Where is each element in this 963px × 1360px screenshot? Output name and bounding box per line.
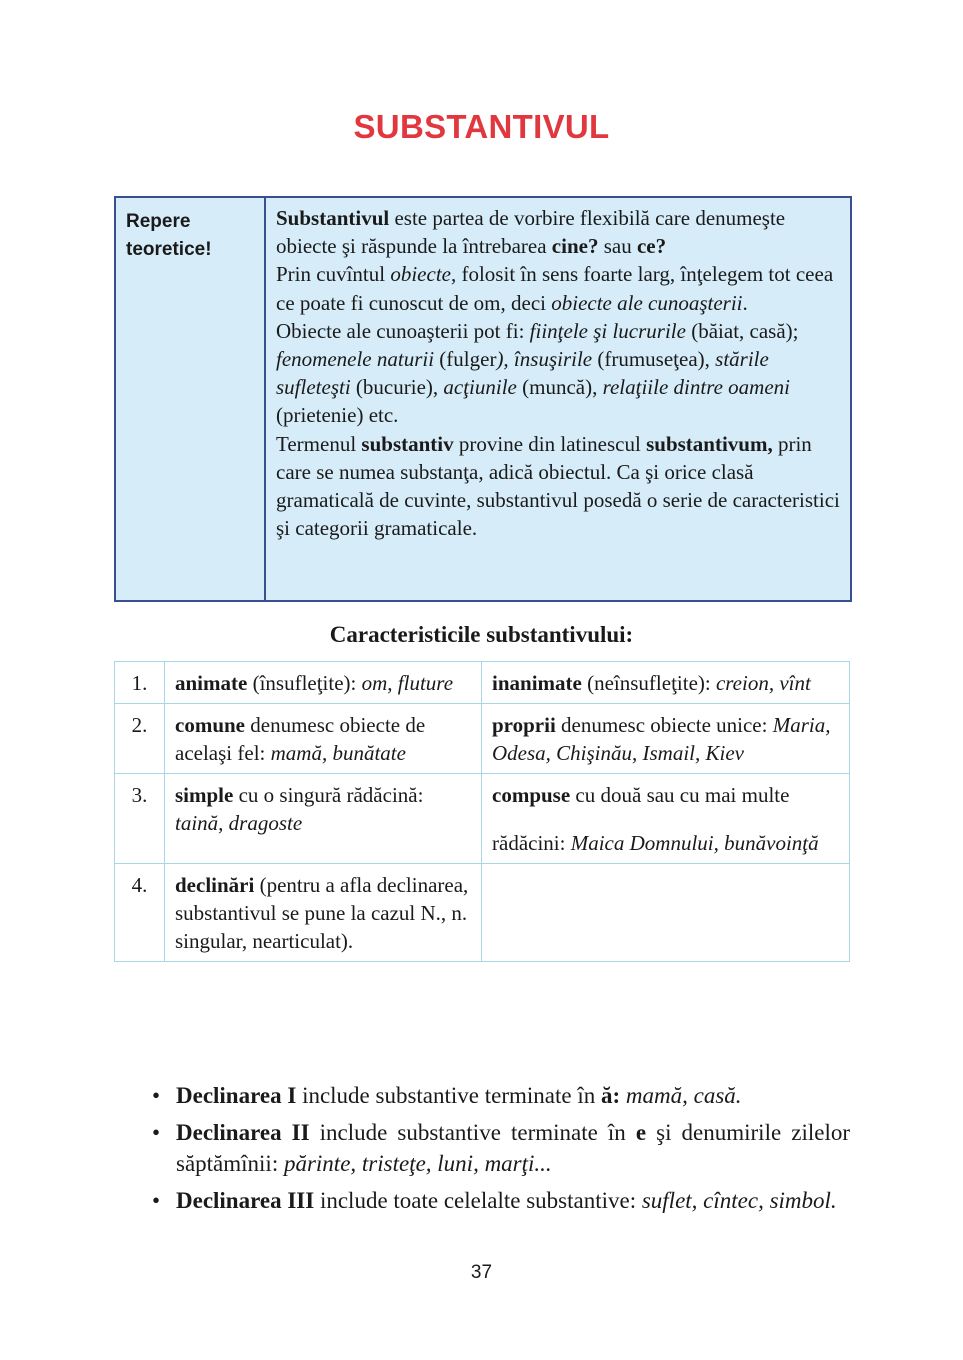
table-cell: [482, 704, 850, 774]
text: cu două sau cu mai multe: [570, 783, 790, 807]
term-bold: ă:: [600, 1083, 621, 1108]
text: (neînsufleţite):: [581, 671, 716, 695]
row-number: 3.: [115, 774, 165, 864]
table-cell: [165, 704, 482, 774]
text: Obiecte ale cunoaşterii pot fi:: [276, 318, 530, 343]
term-italic: obiecte: [390, 262, 451, 287]
row-number: 1.: [115, 662, 165, 704]
theory-label: [116, 198, 266, 600]
bullet-icon: •: [152, 1188, 161, 1213]
example-italic: creion, vînt: [715, 671, 811, 695]
text: (frumuseţea),: [592, 347, 716, 372]
text: .: [742, 290, 748, 315]
term-italic: fenomenele naturii: [276, 347, 435, 372]
term-bold: cine?: [551, 234, 599, 259]
theory-text: [266, 198, 850, 600]
text: Termenul: [276, 431, 362, 456]
example-italic: mamă, casă.: [625, 1083, 742, 1108]
text: Prin cuvîntul: [276, 262, 391, 287]
theory-label-line2: teoretice!: [126, 239, 212, 260]
text: cu o singură rădăcină:: [233, 783, 424, 807]
text: denumesc obiecte de acelaşi fel:: [175, 713, 426, 765]
term-bold: Substantivul: [276, 206, 390, 230]
theory-paragraph-3: [276, 317, 840, 430]
text: este partea de vorbire flexibilă care denumeşte obiecte şi răspunde la întrebarea: [276, 206, 786, 259]
section-subtitle: Caracteristicile substantivului:: [329, 622, 634, 647]
term-bold: inanimate: [492, 671, 582, 695]
example-italic: suflet, cîntec, simbol.: [641, 1188, 837, 1213]
text: (băiat, casă);: [685, 318, 799, 343]
text: (pentru a afla declinarea, substantivul se pune la cazul N., n. singular, nearticulat).: [175, 873, 469, 953]
term-bold: substantiv: [361, 431, 454, 456]
theory-paragraph-4: [276, 430, 840, 543]
bullet-icon: •: [152, 1120, 161, 1145]
term-italic: stările sufleteşti: [276, 347, 769, 400]
cell-line: [492, 829, 839, 857]
table-cell: [482, 662, 850, 704]
list-item: [150, 1117, 850, 1179]
table-row: [115, 662, 850, 704]
table-row: [115, 704, 850, 774]
row-number: 2.: [115, 704, 165, 774]
text: include substantive terminate în: [296, 1083, 601, 1108]
text: (fulger: [434, 347, 497, 372]
table-cell: [165, 774, 482, 864]
text: (bucurie),: [350, 375, 444, 400]
table-row: [115, 774, 850, 864]
term-bold: ce?: [636, 234, 667, 259]
theory-label-line1: Repere: [126, 211, 191, 232]
text: şi denumirile zilelor săptămînii:: [176, 1120, 850, 1176]
example-italic: Maria, Odesa, Chişinău, Ismail, Kiev: [492, 713, 831, 765]
row-number: 4.: [115, 864, 165, 962]
cell-gap: [492, 809, 839, 829]
example-italic: mamă, bunătate: [270, 741, 406, 765]
page-number: 37: [470, 1262, 493, 1283]
term-bold: comune: [175, 713, 245, 737]
term-bold: animate: [175, 671, 248, 695]
bullet-icon: •: [152, 1083, 161, 1108]
term-bold: Declinarea III: [176, 1188, 315, 1213]
text: include toate celelalte substantive:: [314, 1188, 642, 1213]
page-title: SUBSTANTIVUL: [353, 108, 610, 145]
table-row: [115, 864, 850, 962]
term-italic: obiecte ale cunoaşterii: [551, 290, 743, 315]
term-bold: substantivum,: [646, 431, 773, 456]
cell-line: [492, 781, 839, 809]
table-cell: [165, 662, 482, 704]
text: sau: [598, 234, 637, 259]
declension-list: [150, 1080, 850, 1222]
term-bold: Declinarea I: [176, 1083, 297, 1108]
term-bold: compuse: [492, 783, 571, 807]
table-cell-empty: [482, 864, 850, 962]
term-bold: Declinarea II: [176, 1120, 310, 1145]
example-italic: părinte, tristeţe, luni, marţi...: [283, 1151, 552, 1176]
term-bold: declinări: [175, 873, 255, 897]
theory-paragraph-1: [276, 204, 840, 260]
list-item: [150, 1185, 850, 1216]
text: prin care se numea substanţa, adică obiectul. Ca şi orice clasă gramaticală de cuvinte, substantivul posedă o serie de caracteristici şi categorii gramaticale.: [276, 431, 840, 541]
theory-box: [114, 196, 852, 602]
text: denumesc obiecte unice:: [555, 713, 773, 737]
example-italic: taină, dragoste: [175, 811, 303, 835]
term-bold: simple: [175, 783, 234, 807]
term-italic: acţiunile: [443, 375, 517, 400]
text: include substantive terminate în: [309, 1120, 636, 1145]
table-cell: [482, 774, 850, 864]
list-item: [150, 1080, 850, 1111]
example-italic: om, fluture: [361, 671, 454, 695]
term-italic: ), însuşirile: [496, 347, 593, 372]
term-italic: fiinţele şi lucrurile: [529, 318, 686, 343]
term-bold: proprii: [492, 713, 556, 737]
example-italic: Maica Domnului, bunăvoinţă: [570, 831, 819, 855]
text: (prietenie) etc.: [276, 403, 399, 428]
text: (muncă),: [516, 375, 603, 400]
term-bold: e: [635, 1120, 647, 1145]
term-italic: relaţiile dintre oameni: [602, 375, 791, 400]
text: provine din latinescul: [453, 431, 647, 456]
theory-paragraph-2: [276, 260, 840, 316]
table-cell: [165, 864, 482, 962]
text: , folosit în sens foarte larg, înţelegem tot ceea ce poate fi cunoscut de om, deci: [276, 262, 834, 315]
text: rădăcini:: [492, 831, 571, 855]
text: (însufleţite):: [247, 671, 362, 695]
characteristics-table: [114, 661, 850, 962]
